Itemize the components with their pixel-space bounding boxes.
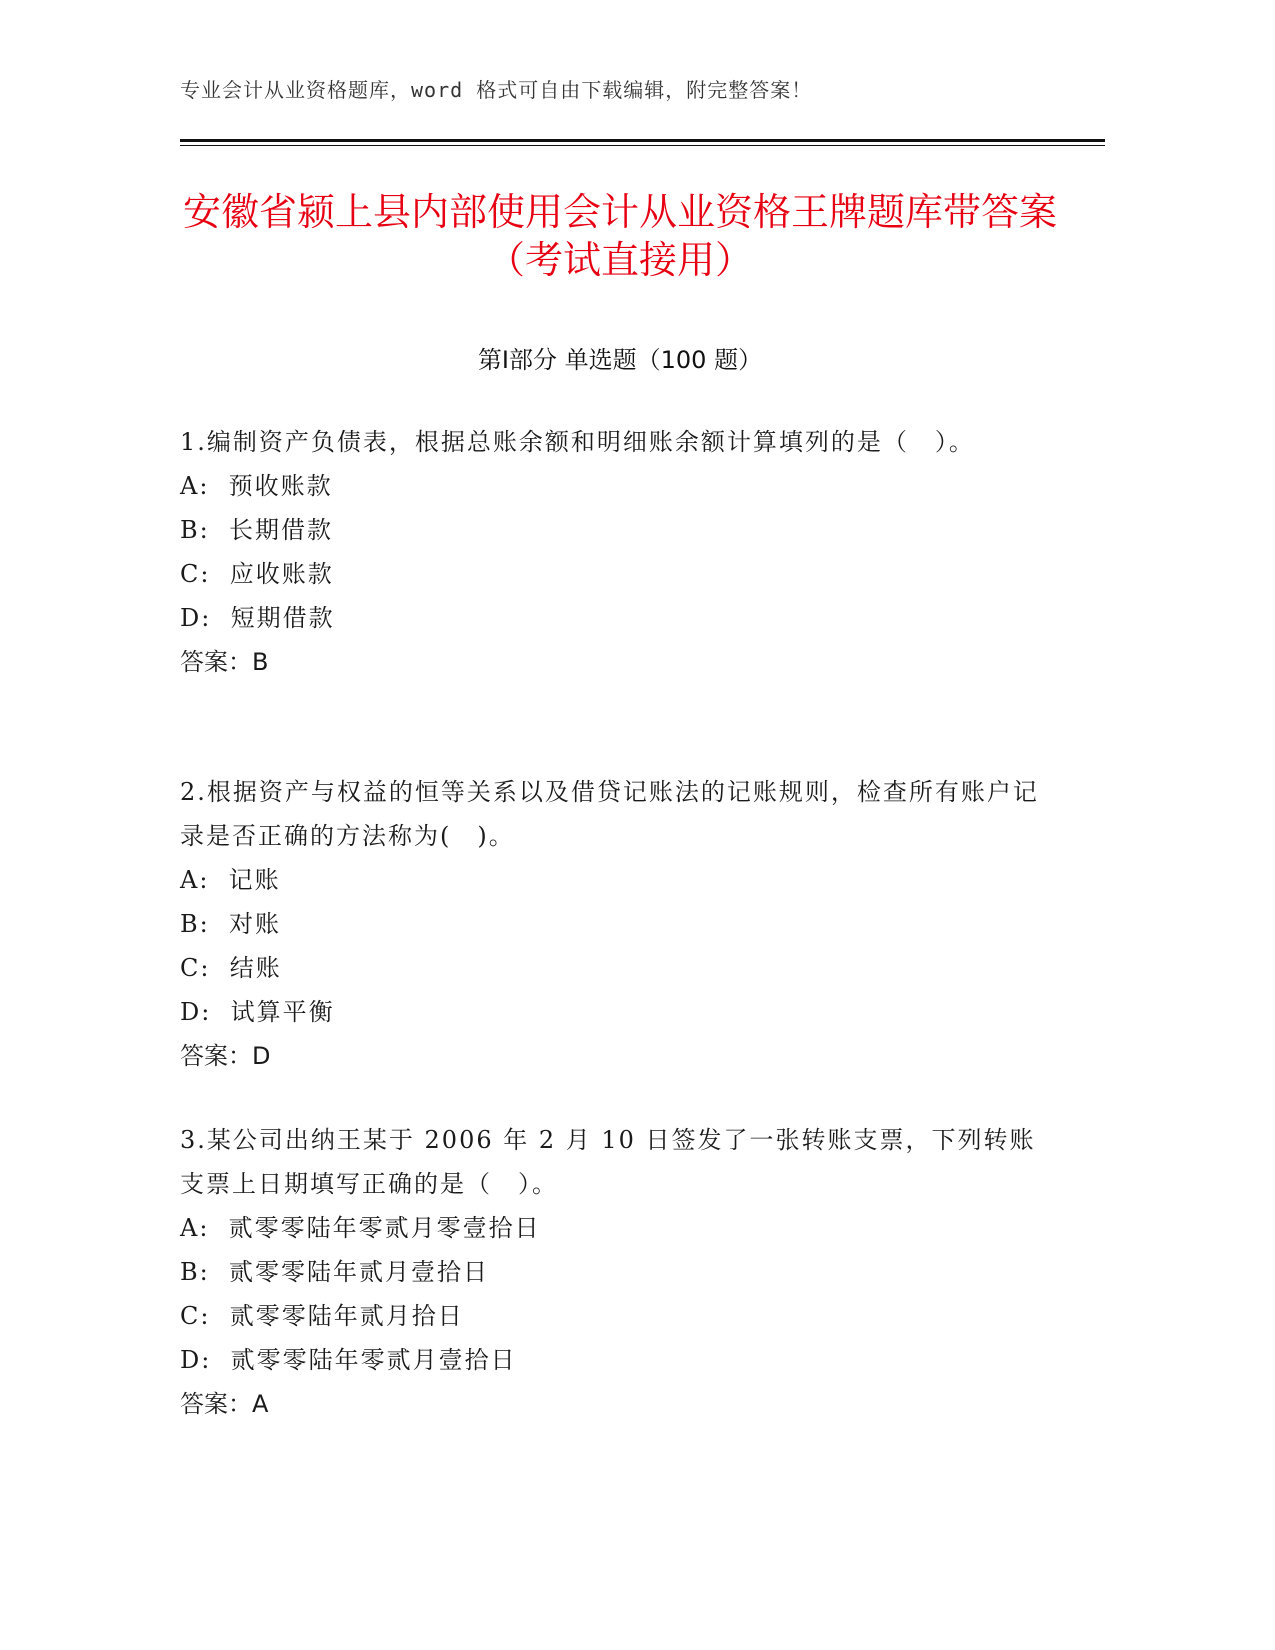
option-b: B: 长期借款 xyxy=(180,516,333,544)
answer: 答案：A xyxy=(180,1390,269,1418)
option-c: C: 贰零零陆年贰月拾日 xyxy=(180,1302,464,1330)
answer: 答案：B xyxy=(180,648,269,676)
option-c: C: 结账 xyxy=(180,954,282,982)
section-title: 第Ⅰ部分 单选题（100 题） xyxy=(477,346,763,374)
option-a: A: 贰零零陆年零贰月零壹拾日 xyxy=(180,1214,541,1242)
option-d: D: 贰零零陆年零贰月壹拾日 xyxy=(180,1346,517,1374)
question-2 xyxy=(180,770,1040,1078)
option-b: B: 贰零零陆年贰月壹拾日 xyxy=(180,1258,489,1286)
option-c: C: 应收账款 xyxy=(180,560,334,588)
answer: 答案：D xyxy=(180,1042,271,1070)
header-note: 专业会计从业资格题库，word 格式可自由下载编辑，附完整答案！ xyxy=(180,78,813,102)
option-b: B: 对账 xyxy=(180,910,281,938)
header-rule-thin xyxy=(180,145,1105,146)
option-d: D: 短期借款 xyxy=(180,604,335,632)
question-1 xyxy=(180,420,1040,684)
option-d: D: 试算平衡 xyxy=(180,998,335,1026)
header-rule-thick xyxy=(180,139,1105,142)
question-stem: 3.某公司出纳王某于 2006 年 2 月 10 日签发了一张转账支票，下列转账支票上日期填写正确的是（ ）。 xyxy=(180,1126,1036,1198)
document-title: 安徽省颍上县内部使用会计从业资格王牌题库带答案（考试直接用） xyxy=(182,190,1057,282)
option-a: A: 记账 xyxy=(180,866,281,894)
question-stem: 2.根据资产与权益的恒等关系以及借贷记账法的记账规则，检查所有账户记录是否正确的方法称为( )。 xyxy=(180,778,1039,850)
option-a: A: 预收账款 xyxy=(180,472,333,500)
question-3 xyxy=(180,1118,1040,1426)
question-stem: 1.编制资产负债表，根据总账余额和明细账余额计算填列的是（ ）。 xyxy=(180,428,975,456)
